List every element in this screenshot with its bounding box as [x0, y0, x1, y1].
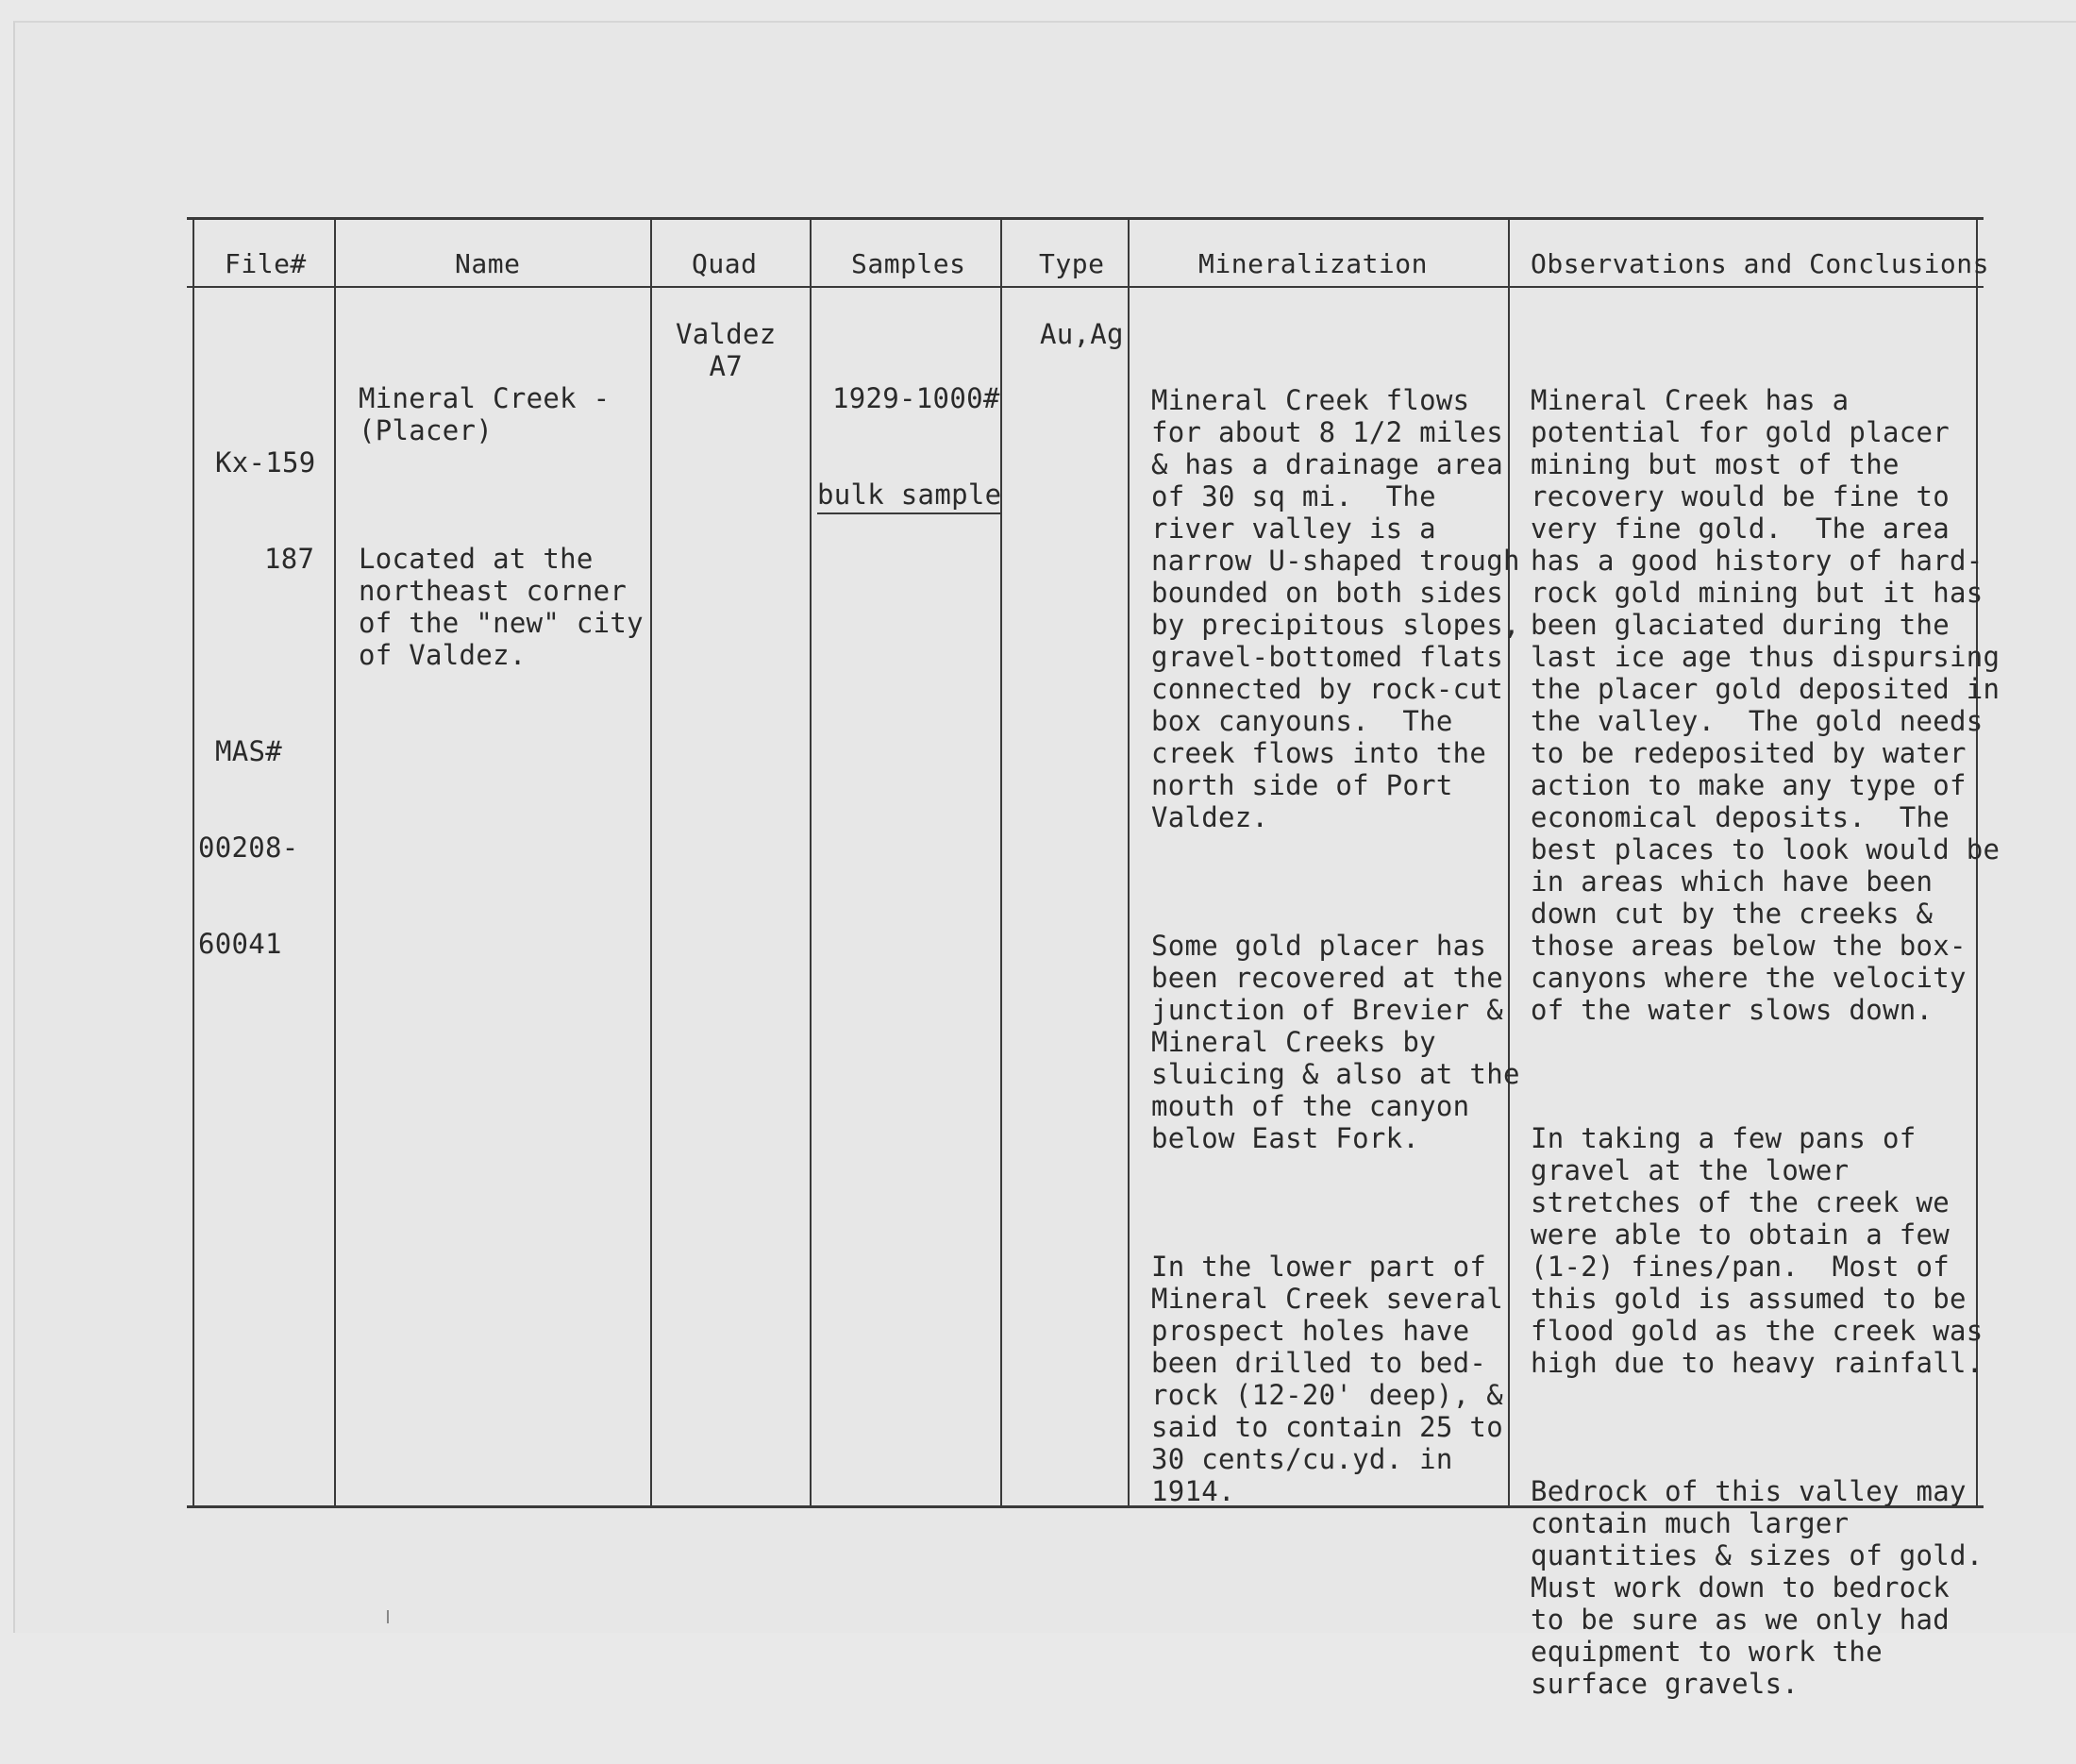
kx-number: Kx-159 — [215, 446, 316, 479]
samples-cell — [817, 318, 1001, 579]
sample-type: bulk sample — [817, 479, 1001, 514]
kx-sub-number: 187 — [264, 543, 315, 575]
observations-paragraph: In taking a few pans of gravel at the lower stretches of the creek we were able to obtain a few (1-2) fines/pan. Most of this gold is assumed to be flood gold as the creek was high due to heavy rainfall. — [1531, 1122, 1984, 1379]
column-rule — [334, 220, 336, 1505]
column-rule — [810, 220, 812, 1505]
property-name: Mineral Creek - (Placer) — [359, 382, 611, 446]
header-name: Name — [455, 248, 521, 279]
name-cell — [359, 318, 644, 735]
header-rule — [187, 286, 1984, 288]
observations-paragraph: Mineral Creek has a potential for gold placer mining but most of the recovery would be fine to very fine gold. The area has a good history of hard- rock gold mining but it has been glaciated during the last ice age thus dispursing the placer gold deposited in the valley. The gold needs to be redeposited by water action to make any type of economical deposits. The best places to look would be in areas which have been down cut by the creeks & those areas below the box- canyons where the velocity of the water slows down. — [1531, 384, 2001, 1026]
column-rule — [650, 220, 652, 1505]
page-mark — [387, 1610, 389, 1623]
mas-number-part1: 00208- — [198, 832, 299, 864]
header-mineralization: Mineralization — [1198, 248, 1429, 279]
column-rule — [1128, 220, 1130, 1505]
mineralization-cell — [1151, 320, 1520, 1571]
mas-number-part2: 60041 — [198, 928, 282, 960]
property-location: Located at the northeast corner of the "new" city of Valdez. — [359, 543, 644, 671]
sample-count: 1929-1000# — [832, 382, 1000, 414]
header-type: Type — [1039, 248, 1105, 279]
type-cell: Au,Ag — [1040, 318, 1124, 350]
mineral-property-table — [187, 217, 2001, 1700]
file-number-cell — [198, 382, 316, 1024]
quad-cell: Valdez A7 — [676, 318, 777, 382]
header-quad: Quad — [692, 248, 758, 279]
header-file: File# — [225, 248, 307, 279]
mineralization-paragraph: In the lower part of Mineral Creek several prospect holes have been drilled to bed- rock (12-20' deep), & said to contain 25 to 30 cents/cu.yd. in 1914. — [1151, 1251, 1503, 1507]
observations-paragraph: Bedrock of this valley may contain much larger quantities & sizes of gold. Must work down to bedrock to be sure as we only had equipment to work the surface gravels. — [1531, 1475, 1984, 1700]
header-observations: Observations and Conclusions — [1531, 248, 1990, 279]
column-rule — [193, 220, 194, 1505]
spacer — [215, 639, 316, 671]
mas-label: MAS# — [215, 735, 283, 767]
mineralization-paragraph: Some gold placer has been recovered at the junction of Brevier & Mineral Creeks by sluicing & also at the mouth of the canyon below East Fork. — [1151, 930, 1520, 1154]
header-samples: Samples — [851, 248, 966, 279]
observations-cell — [1531, 320, 2000, 1764]
mineralization-paragraph: Mineral Creek flows for about 8 1/2 miles & has a drainage area of 30 sq mi. The river valley is a narrow U-shaped trough bounded on both sides by precipitous slopes, gravel-bottomed flats connected by rock-cut box canyouns. The creek flows into the north side of Port Valdez. — [1151, 384, 1520, 833]
